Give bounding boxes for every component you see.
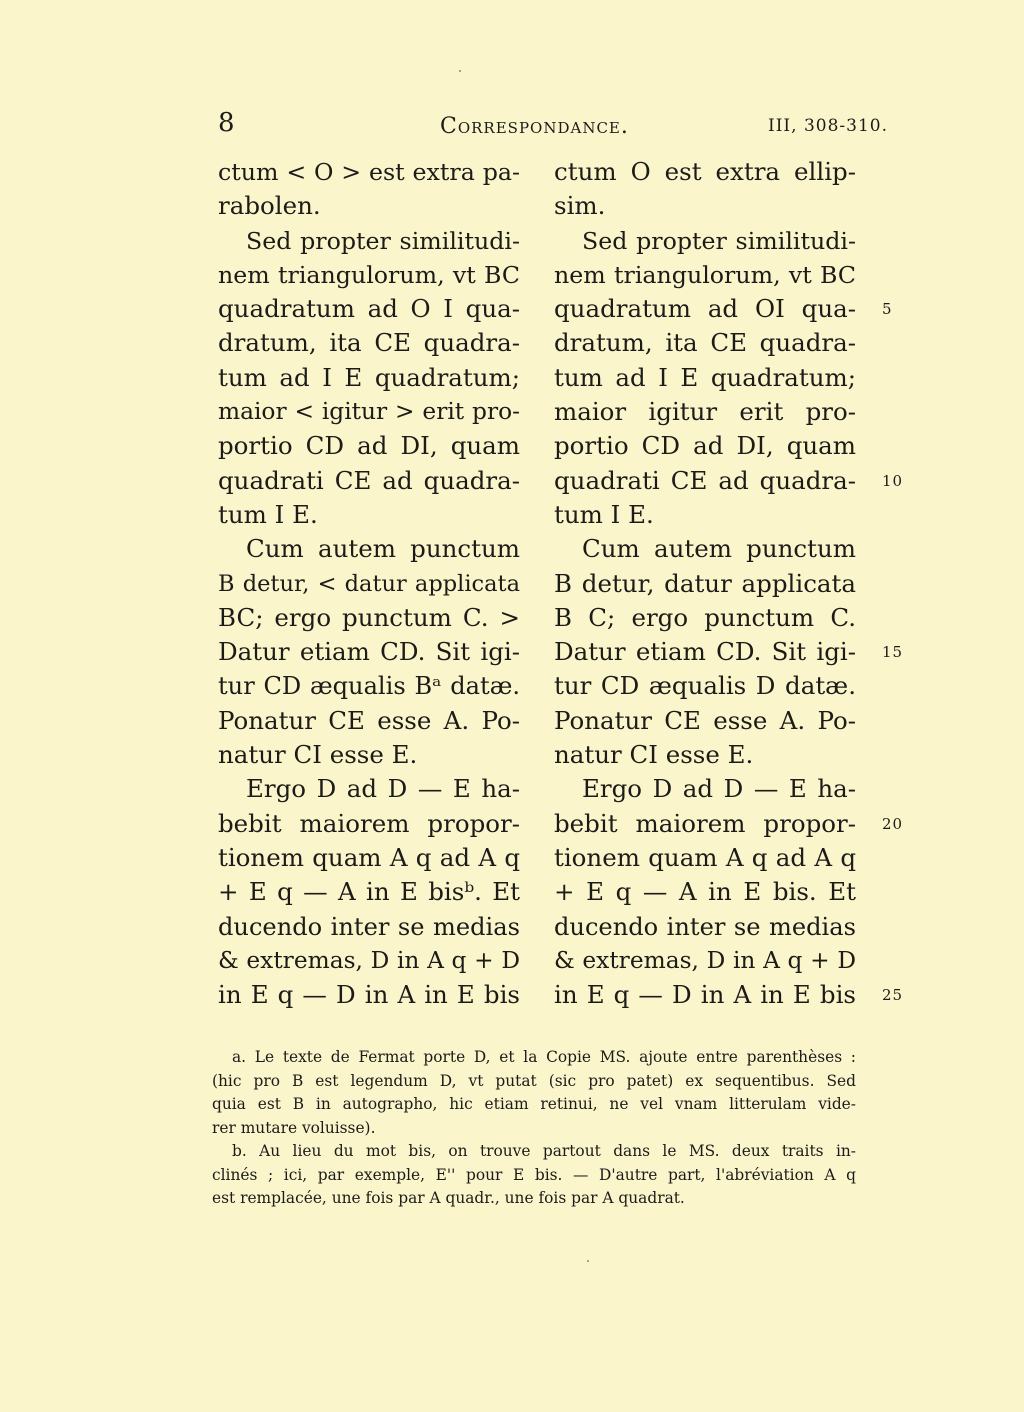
text-line: bebit maiorem propor-	[218, 808, 520, 838]
text-line: quadrati CE ad quadra-	[218, 465, 520, 495]
text-line: dratum, ita CE quadra-	[554, 328, 856, 358]
text-line: & extremas, D in A q + D	[554, 946, 856, 974]
text-line: ctum < O > est extra pa-	[218, 158, 520, 186]
text-line: rabolen.	[218, 191, 321, 221]
text-line: nem triangulorum, vt BC	[218, 260, 520, 289]
text-line: Ergo D ad D — E ha-	[246, 774, 520, 804]
text-line: in E q — D in A in E bis	[554, 980, 856, 1010]
text-line: Ponatur CE esse A. Po-	[218, 705, 520, 735]
footnote-line: a. Le texte de Fermat porte D, et la Copie MS. ajoute entre parenthèses :	[232, 1048, 856, 1066]
line-number: 5	[882, 300, 893, 319]
text-line: B detur, < datur applicata	[218, 570, 520, 597]
text-line: tionem quam A q ad A q	[554, 842, 856, 872]
left-column-text	[218, 155, 520, 1012]
footnote-line: (hic pro B est legendum D, vt putat (sic pro patet) ex sequentibus. Sed	[212, 1071, 856, 1090]
text-line: tur CD æqualis D datæ.	[554, 671, 856, 701]
line-number: 10	[882, 471, 904, 490]
text-line: tum I E.	[554, 499, 654, 529]
text-line: ctum O est extra ellip-	[554, 157, 856, 186]
line-number: 20	[882, 814, 904, 833]
text-line: sim.	[554, 191, 606, 221]
text-line: Cum autem punctum	[582, 534, 856, 564]
text-line: maior igitur erit pro-	[554, 397, 856, 427]
text-line: tum I E.	[218, 499, 318, 529]
text-line: quadratum ad OI qua-	[554, 294, 856, 324]
text-line: Datur etiam CD. Sit igi-	[554, 637, 856, 667]
page-number: 8	[218, 108, 235, 138]
line-number: 15	[882, 643, 904, 662]
text-line: Sed propter similitudi-	[582, 226, 856, 255]
text-line: natur CI esse E.	[218, 740, 418, 770]
text-line: ducendo inter se medias	[218, 912, 520, 941]
footnote-line: est remplacée, une fois par A quadr., une fois par A quadrat.	[212, 1189, 685, 1207]
text-line: Sed propter similitudi-	[246, 226, 520, 255]
print-speck	[587, 1260, 589, 1262]
running-title: Correspondance.	[440, 114, 629, 139]
text-line: bebit maiorem propor-	[554, 808, 856, 838]
footnote-line: clinés ; ici, par exemple, E'' pour E bis. — D'autre part, l'abréviation A q	[212, 1165, 856, 1184]
text-line: dratum, ita CE quadra-	[218, 328, 520, 358]
text-line: portio CD ad DI, quam	[218, 431, 520, 461]
text-line: natur CI esse E.	[554, 740, 754, 770]
text-line: quadratum ad O I qua-	[218, 294, 520, 324]
footnote-line: quia est B in autographo, hic etiam retinui, ne vel vnam litterulam vide-	[212, 1095, 856, 1113]
text-line: tum ad I E quadratum;	[218, 362, 520, 392]
text-line: BC; ergo punctum C. >	[218, 602, 520, 632]
text-line: Ponatur CE esse A. Po-	[554, 705, 856, 735]
text-line: + E q — A in E bis. Et	[554, 877, 856, 907]
text-line: + E q — A in E bisᵇ. Et	[218, 877, 520, 907]
text-line: Ergo D ad D — E ha-	[582, 774, 856, 804]
page-reference: III, 308-310.	[768, 116, 888, 136]
text-line: portio CD ad DI, quam	[554, 431, 856, 461]
text-line: B detur, datur applicata	[554, 568, 856, 598]
text-line: tum ad I E quadratum;	[554, 362, 856, 392]
text-line: nem triangulorum, vt BC	[554, 260, 856, 289]
page-header	[0, 108, 1024, 148]
text-line: B C; ergo punctum C.	[554, 602, 856, 632]
text-line: quadrati CE ad quadra-	[554, 465, 856, 495]
text-line: & extremas, D in A q + D	[218, 946, 520, 974]
right-column-text	[554, 155, 856, 1012]
text-line: maior < igitur > erit pro-	[218, 398, 520, 426]
text-line: Datur etiam CD. Sit igi-	[218, 637, 520, 667]
text-line: Cum autem punctum	[246, 534, 520, 564]
footnote-line: rer mutare voluisse).	[212, 1118, 376, 1137]
footnote-line: b. Au lieu du mot bis, on trouve partout dans le MS. deux traits in-	[232, 1142, 856, 1160]
text-line: ducendo inter se medias	[554, 912, 856, 941]
text-line: tur CD æqualis Bᵃ datæ.	[218, 672, 520, 701]
print-speck	[459, 70, 461, 72]
text-line: in E q — D in A in E bis	[218, 980, 520, 1010]
line-number: 25	[882, 986, 904, 1005]
footnotes	[212, 1046, 856, 1211]
text-line: tionem quam A q ad A q	[218, 842, 520, 872]
